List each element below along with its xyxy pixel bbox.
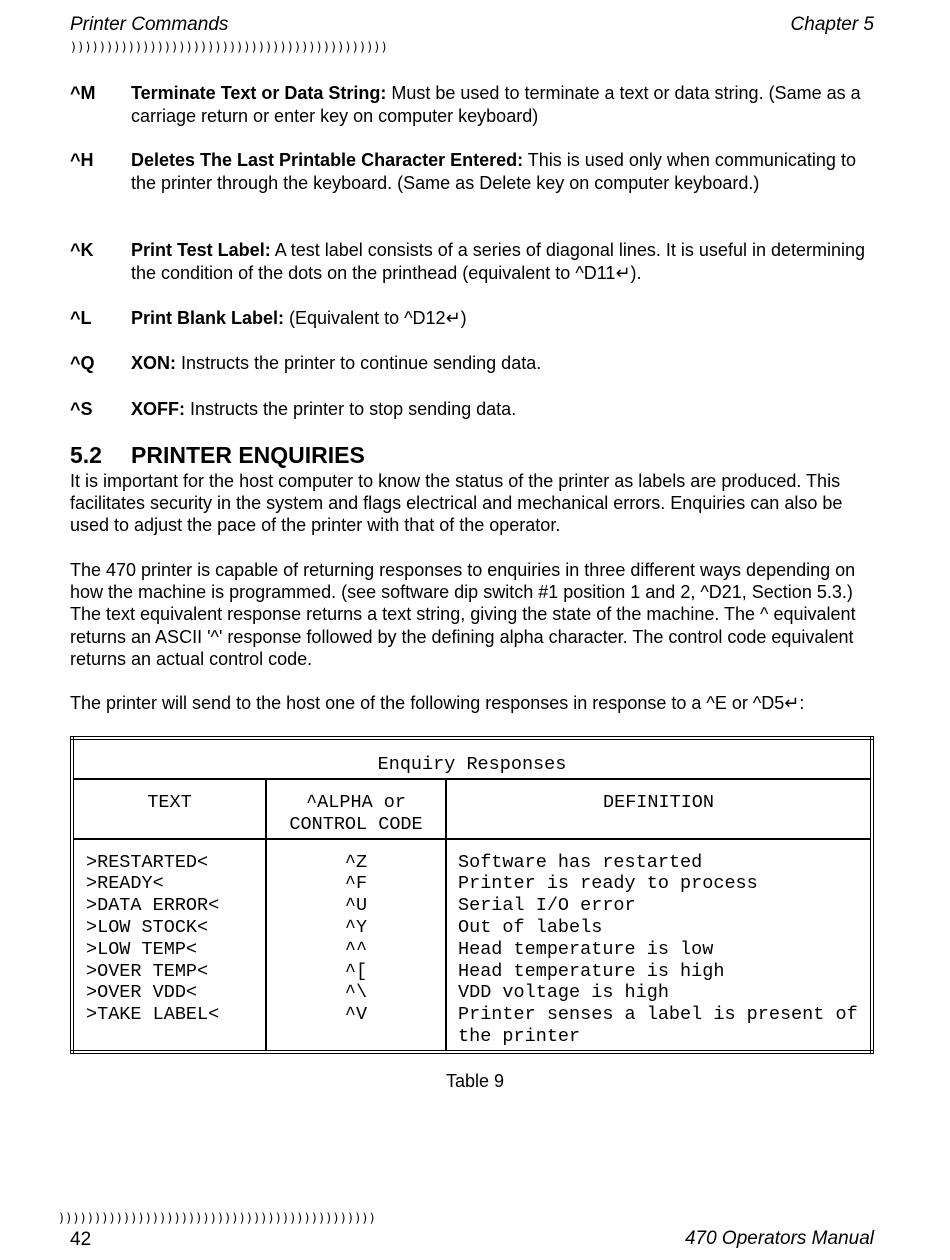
body-paragraph: The 470 printer is capable of returning responses to enquiries in three different ways depending on how the machine is programmed. (see software dip switch #1 position 1 and 2, ^D21, Section 5.3.) The text equivalent response returns a text string, giving the state of the machine. The ^ equivalent returns an ASCII '^' response followed by the defining alpha character. The control code equivalent returns an actual control code. [70,560,856,669]
definition-column [446,839,872,1052]
command-title: Terminate Text or Data String: [131,83,387,103]
response-definition: Software has restarted [458,851,703,873]
header-chapter-number: Chapter 5 [790,14,874,35]
enquiry-responses-table [70,736,874,1054]
response-code: ^[ [344,960,368,982]
command-entry [70,307,880,330]
footer-manual-title: 470 Operators Manual [684,1228,874,1249]
command-description: Instructs the printer to continue sending data. [176,353,542,373]
response-code: ^^ [344,938,368,960]
section-number: 5.2 [70,442,102,468]
response-text: >TAKE LABEL< [86,1004,220,1026]
section-heading [70,442,365,469]
response-definition: Serial I/O error [458,895,636,917]
command-code: ^M [70,83,96,103]
response-definition: Head temperature is high [458,960,725,982]
command-description: A test label consists of a series of diagonal lines. It is useful in determining the condition of the dots on the printhead (equivalent to ^D11↵). [131,240,866,283]
command-description: (Equivalent to ^D12↵) [284,308,467,328]
command-code: ^L [70,308,92,328]
body-paragraph: The printer will send to the host one of the following responses in response to a ^E or ^D5↵: [70,693,805,713]
response-text: >OVER VDD< [86,982,198,1004]
response-text: >RESTARTED< [86,851,209,873]
command-description: Instructs the printer to stop sending data. [185,399,517,419]
code-column [266,839,446,1052]
command-title: XON: [131,353,176,373]
command-title: Print Blank Label: [131,308,285,328]
column-header-definition: DEFINITION [446,779,872,839]
command-code: ^K [70,240,94,260]
footer-decorative-rule: )))))))))))))))))))))))))))))))))))))))))))) [58,1211,376,1225]
response-code: ^V [344,1004,368,1026]
command-code: ^S [70,399,93,419]
table-caption: Table 9 [445,1071,505,1091]
text-column [72,839,266,1052]
command-entry [70,149,880,194]
response-code: ^\ [344,982,368,1004]
column-header-text: TEXT [72,779,266,839]
command-title: XOFF: [131,399,185,419]
response-code: ^U [344,895,368,917]
response-code: ^Y [344,916,368,938]
response-text: >READY< [86,873,164,895]
command-description: Must be used to terminate a text or data string. (Same as a carriage return or enter key on computer keyboard) [131,83,861,126]
body-paragraph: It is important for the host computer to know the status of the printer as labels are produced. This facilitates security in the system and flags electrical and mechanical errors. Enquiries can also be used to adjust the pace of the printer with that of the operator. [70,471,843,536]
command-entry [70,352,880,375]
command-code: ^H [70,150,94,170]
response-text: >OVER TEMP< [86,960,209,982]
response-code: ^F [344,873,368,895]
header-chapter-title: Printer Commands [70,14,229,35]
page-number: 42 [70,1229,92,1250]
response-code: ^Z [344,851,368,873]
response-definition: Head temperature is low [458,938,714,960]
header-decorative-rule: )))))))))))))))))))))))))))))))))))))))))))) [70,40,388,54]
command-title: Deletes The Last Printable Character Entered: [131,150,524,170]
response-text: >LOW STOCK< [86,916,209,938]
section-title: PRINTER ENQUIRIES [131,442,365,468]
command-entry [70,398,880,421]
response-text: >LOW TEMP< [86,938,198,960]
response-definition: Printer is ready to process [458,873,758,895]
command-entry [70,82,880,127]
command-title: Print Test Label: [131,240,271,260]
response-definition: Out of labels [458,916,603,938]
column-header-code: ^ALPHA or CONTROL CODE [266,779,446,839]
response-definition: Printer senses a label is present of the printer [458,1004,858,1047]
response-text: >DATA ERROR< [86,895,220,917]
response-definition: VDD voltage is high [458,982,669,1004]
command-description: This is used only when communicating to the printer through the keyboard. (Same as Delete key on computer keyboard.) [131,150,856,193]
table-title: Enquiry Responses [72,738,872,779]
command-code: ^Q [70,353,95,373]
command-entry [70,239,880,284]
